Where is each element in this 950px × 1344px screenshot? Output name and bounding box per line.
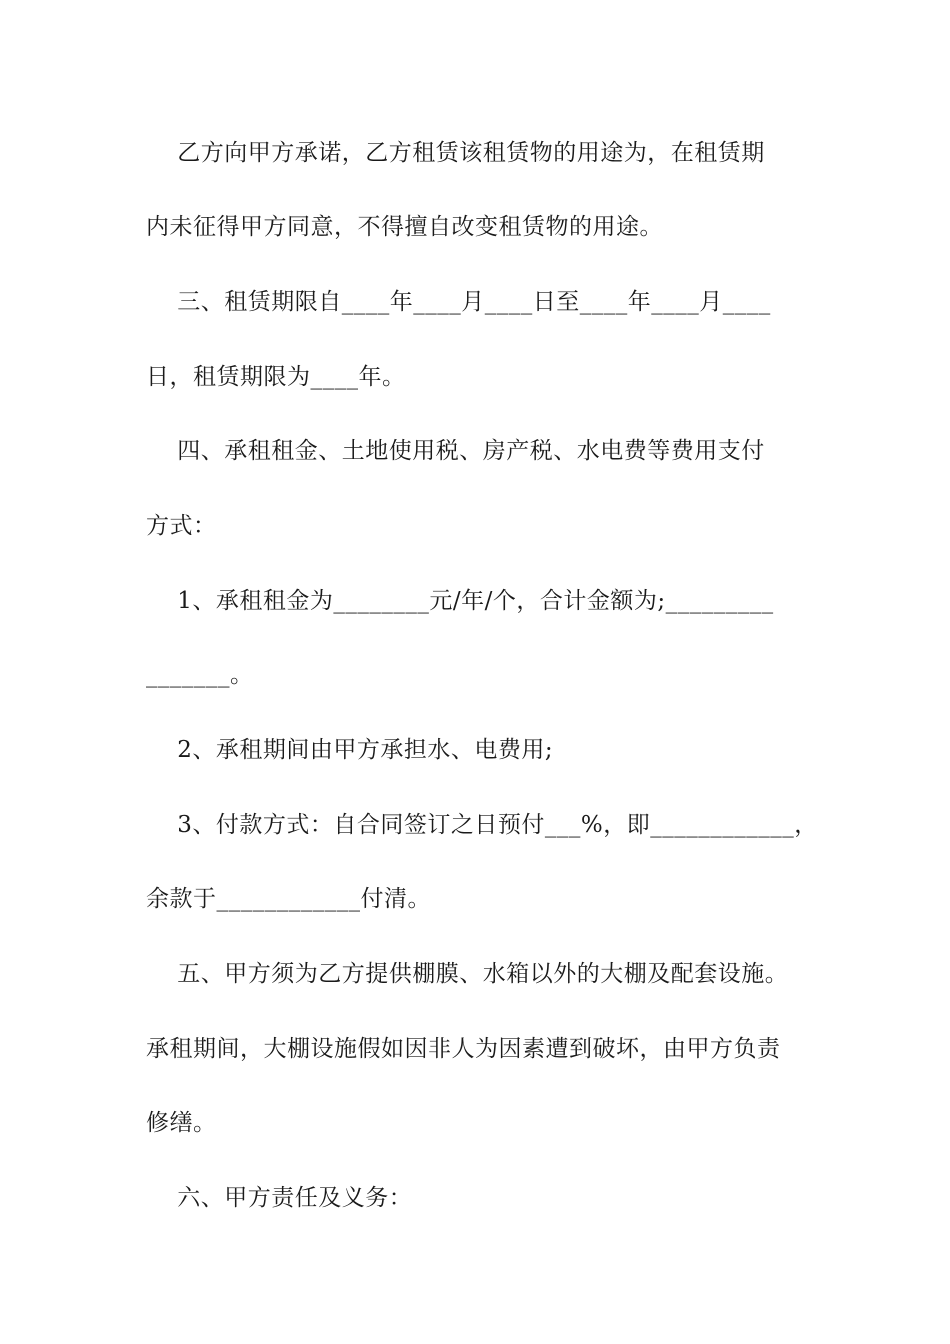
text-line: 日，租赁期限为____年。 (146, 364, 406, 390)
text-line: 乙方向甲方承诺，乙方租赁该租赁物的用途为，在租赁期 (146, 140, 765, 166)
text-line: 修缮。 (146, 1110, 217, 1136)
text-line: 方式： (146, 513, 217, 539)
text-line: _______。 (146, 662, 254, 688)
text-line: 六、甲方责任及义务： (146, 1185, 413, 1211)
text-line: 余款于____________付清。 (146, 886, 431, 912)
text-line: 承租期间，大棚设施假如因非人为因素遭到破坏，由甲方负责 (146, 1036, 781, 1062)
text-line: 三、租赁期限自____年____月____日至____年____月____ (146, 289, 771, 315)
text-line: 四、承租租金、土地使用税、房产税、水电费等费用支付 (146, 438, 765, 464)
text-line: 3、付款方式：自合同签订之日预付___%，即____________， (146, 812, 818, 838)
text-line: 1、承租租金为________元/年/个，合计金额为;_________ (146, 588, 774, 614)
text-line: 2、承租期间由甲方承担水、电费用; (146, 737, 554, 763)
text-line: 五、甲方须为乙方提供棚膜、水箱以外的大棚及配套设施。 (146, 961, 789, 987)
text-line: 内未征得甲方同意，不得擅自改变租赁物的用途。 (146, 214, 663, 240)
